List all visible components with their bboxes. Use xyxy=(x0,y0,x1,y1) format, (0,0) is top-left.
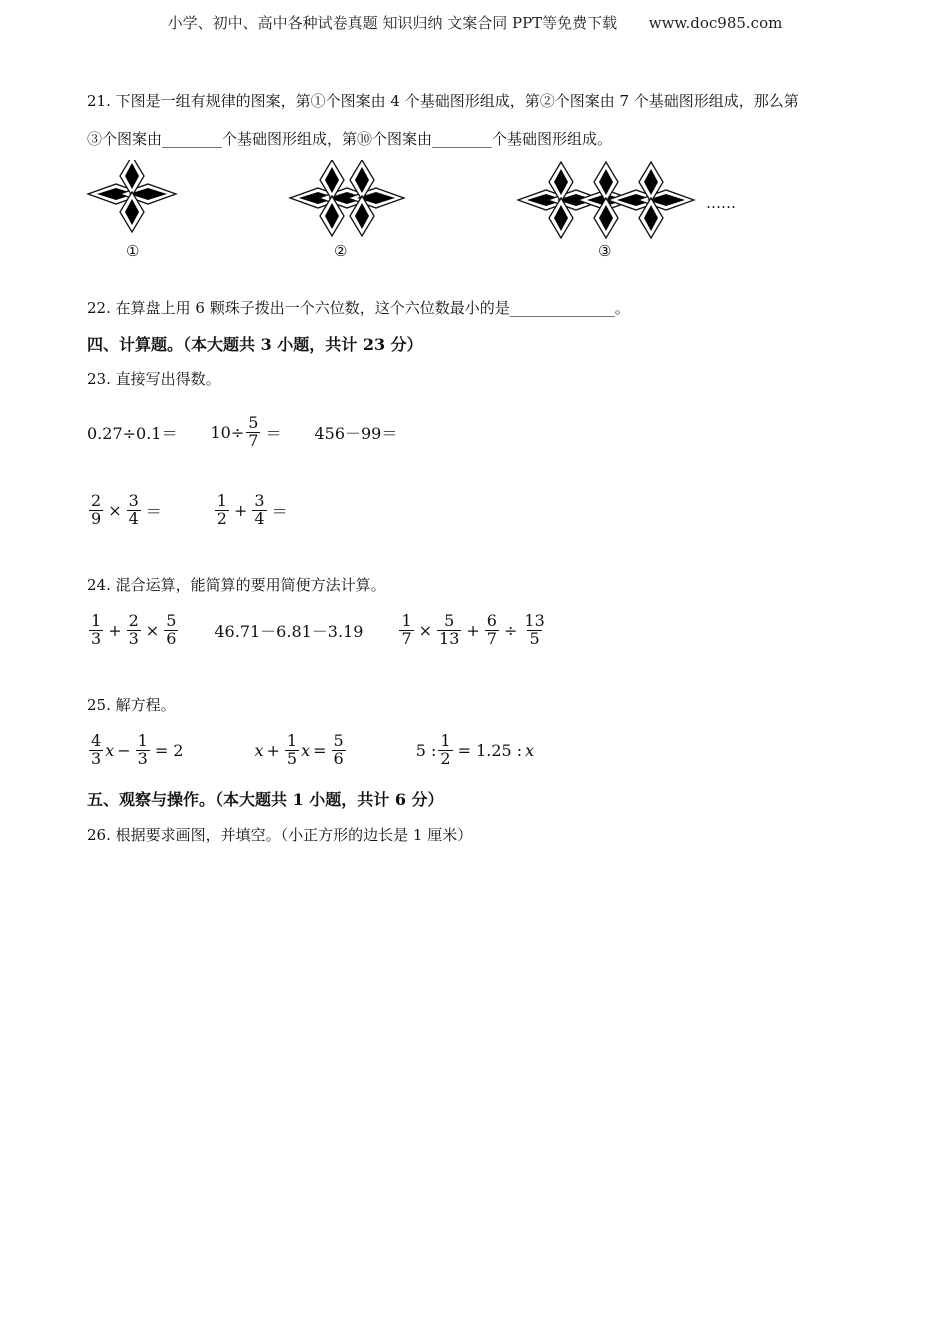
equals: = xyxy=(313,740,327,760)
equation-rhs: = 2 xyxy=(154,740,184,760)
pattern-figure-2 xyxy=(290,160,404,236)
q23-expr-2-fraction: $\frac{5}{7}$ xyxy=(248,412,259,450)
fraction: $\frac{5}{6}$ xyxy=(333,730,344,768)
fraction: $\frac{1}{2}$ xyxy=(440,730,451,768)
q26-text: 26. 根据要求画图，并填空。（小正方形的边长是 1 厘米） xyxy=(87,826,473,844)
fraction: $\frac{1}{7}$ xyxy=(401,610,412,648)
fraction: $\frac{1}{3}$ xyxy=(137,730,148,768)
operator: × xyxy=(418,620,433,640)
q22-text: 22. 在算盘上用 6 颗珠子拨出一个六位数，这个六位数最小的是______________。 xyxy=(87,299,630,317)
operator: × xyxy=(145,620,160,640)
pattern-ellipsis: …… xyxy=(706,194,736,212)
variable: x xyxy=(105,740,115,760)
operator: × xyxy=(108,500,122,520)
fraction: $\frac{2}{9}$ xyxy=(91,490,102,528)
q21-line1: 21. 下图是一组有规律的图案，第①个图案由 4 个基础图形组成，第②个图案由 7 个基础图形组成，那么第 xyxy=(87,92,799,110)
operator: − xyxy=(117,740,131,760)
operator: + xyxy=(108,620,122,640)
q24-row xyxy=(87,606,549,654)
q25-title: 25. 解方程。 xyxy=(87,696,176,714)
q23-expr-3: 456－99＝ xyxy=(314,423,398,443)
ratio-middle: = 1.25 : xyxy=(457,740,523,760)
fraction: $\frac{4}{3}$ xyxy=(91,730,102,768)
q23-title: 23. 直接写出得数。 xyxy=(87,370,221,388)
ratio-prefix: 5 : xyxy=(415,740,437,760)
fraction: $\frac{1}{2}$ xyxy=(216,490,227,528)
page-header xyxy=(0,12,950,33)
figure-label-2: ② xyxy=(334,242,348,260)
operator: + xyxy=(266,740,280,760)
fraction: $\frac{6}{7}$ xyxy=(486,610,497,648)
pattern-figure-3 xyxy=(518,162,694,238)
fraction: $\frac{2}{3}$ xyxy=(128,610,139,648)
q23-expr-2-prefix: 10÷ xyxy=(210,422,245,442)
figure-label-3: ③ xyxy=(598,242,612,260)
q23-row2 xyxy=(87,486,291,534)
q24-title: 24. 混合运算，能简算的要用简便方法计算。 xyxy=(87,576,386,594)
header-text: 小学、初中、高中各种试卷真题 知识归纳 文案合同 PPT等免费下载 xyxy=(167,14,618,32)
q23-row1 xyxy=(87,400,397,464)
q23-expr-2-equals: ＝ xyxy=(265,423,282,443)
figure-label-1: ① xyxy=(126,242,140,260)
q21-line2: ③个图案由________个基础图形组成，第⑩个图案由________个基础图形组成。 xyxy=(87,130,613,148)
operator: + xyxy=(233,500,248,520)
header-site: www.doc985.com xyxy=(648,14,783,32)
fraction: $\frac{5}{6}$ xyxy=(166,610,177,648)
variable: x xyxy=(301,740,311,760)
variable: x xyxy=(254,740,264,760)
pattern-figure-1 xyxy=(88,160,176,232)
pattern-figures xyxy=(80,160,780,270)
fraction: $\frac{1}{3}$ xyxy=(91,610,102,648)
q25-row xyxy=(87,726,534,774)
q24-expr-2: 46.71－6.81－3.19 xyxy=(214,621,364,641)
fraction: $\frac{13}{5}$ xyxy=(524,610,545,648)
equals: ＝ xyxy=(145,501,162,521)
fraction: $\frac{3}{4}$ xyxy=(254,490,265,528)
equals: ＝ xyxy=(271,501,288,521)
fraction: $\frac{3}{4}$ xyxy=(128,490,139,528)
section-5-title: 五、观察与操作。（本大题共 1 小题，共计 6 分） xyxy=(87,790,444,809)
variable: x xyxy=(525,740,535,760)
operator: ÷ xyxy=(503,620,518,640)
section-4-title: 四、计算题。（本大题共 3 小题，共计 23 分） xyxy=(87,335,423,354)
fraction: $\frac{1}{5}$ xyxy=(286,730,298,768)
fraction: $\frac{5}{13}$ xyxy=(439,610,460,648)
q23-expr-1: 0.27÷0.1＝ xyxy=(87,423,178,443)
operator: + xyxy=(466,620,480,640)
